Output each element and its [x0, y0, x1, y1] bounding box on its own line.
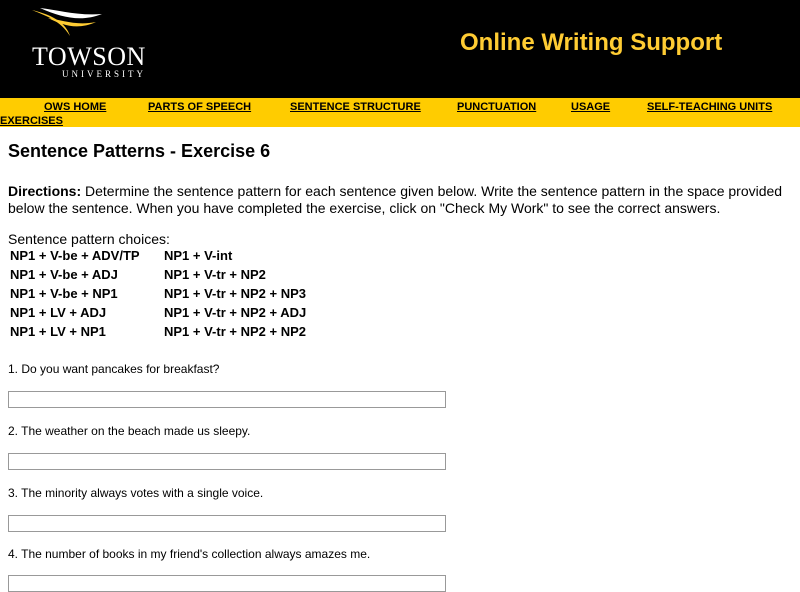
nav-usage[interactable]: USAGE — [571, 101, 611, 113]
site-header — [0, 0, 800, 98]
flame-icon — [26, 6, 106, 42]
answer-input-2[interactable] — [8, 453, 446, 470]
pattern-choice: NP1 + V-tr + NP2 + ADJ — [164, 305, 307, 320]
question-1: 1. Do you want pancakes for breakfast? — [8, 362, 220, 376]
site-title: Online Writing Support — [460, 29, 723, 56]
nav-bar — [0, 98, 800, 127]
nav-self-teaching-units[interactable]: SELF-TEACHING UNITS — [647, 101, 773, 113]
logo-wordmark: TOWSON — [32, 42, 146, 71]
nav-ows-home[interactable]: OWS HOME — [44, 101, 107, 113]
pattern-choice: NP1 + V-be + NP1 — [10, 286, 118, 301]
nav-sentence-structure[interactable]: SENTENCE STRUCTURE — [290, 101, 421, 113]
logo-subtext: UNIVERSITY — [62, 69, 146, 79]
question-2: 2. The weather on the beach made us sleepy. — [8, 424, 251, 438]
pattern-choice: NP1 + LV + ADJ — [10, 305, 107, 320]
pattern-choice: NP1 + V-tr + NP2 + NP3 — [164, 286, 306, 301]
answer-input-4[interactable] — [8, 575, 446, 592]
pattern-choice: NP1 + V-be + ADV/TP — [10, 248, 140, 263]
answer-input-3[interactable] — [8, 515, 446, 532]
nav-exercises[interactable]: EXERCISES — [0, 115, 63, 127]
pattern-choice: NP1 + V-tr + NP2 + NP2 — [164, 324, 306, 339]
directions-label: Directions: — [8, 183, 82, 199]
pattern-choice: NP1 + V-int — [164, 248, 233, 263]
question-3: 3. The minority always votes with a single voice. — [8, 486, 264, 500]
directions-text: Determine the sentence pattern for each sentence given below. Write the sentence pattern in the space provided below the sentence. When you have completed the exercise, click on "Check My Work" to see the correct answers. — [8, 183, 783, 216]
question-4: 4. The number of books in my friend's collection always amazes me. — [8, 547, 371, 561]
pattern-choice: NP1 + V-be + ADJ — [10, 267, 118, 282]
page-title: Sentence Patterns - Exercise 6 — [8, 141, 271, 161]
pattern-choice: NP1 + LV + NP1 — [10, 324, 106, 339]
answer-input-1[interactable] — [8, 391, 446, 408]
pattern-choice: NP1 + V-tr + NP2 — [164, 267, 266, 282]
towson-logo[interactable] — [22, 6, 152, 80]
nav-parts-of-speech[interactable]: PARTS OF SPEECH — [148, 101, 252, 113]
directions — [8, 183, 798, 217]
choices-label: Sentence pattern choices: — [8, 231, 170, 247]
nav-punctuation[interactable]: PUNCTUATION — [457, 101, 537, 113]
